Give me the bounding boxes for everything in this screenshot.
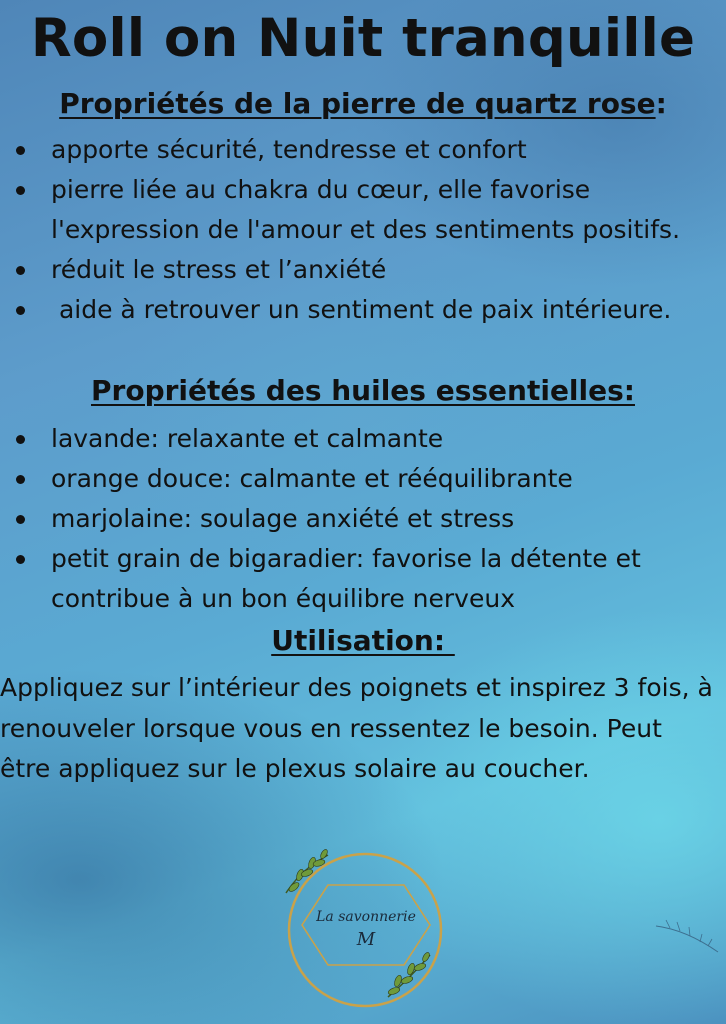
list-item: aide à retrouver un sentiment de paix intérieure. [0,290,726,330]
quartz-properties-list [0,130,726,330]
decorative-sprig-icon [652,912,722,962]
oils-properties-list [0,419,726,619]
list-item: réduit le stress et l’anxiété [0,250,726,290]
list-item: marjolaine: soulage anxiété et stress [0,499,726,539]
brand-logo [280,845,450,1015]
logo-line-1: La savonnerie [316,909,416,925]
usage-heading [0,623,726,659]
oils-heading [0,373,726,409]
page-title: Roll on Nuit tranquille [30,8,696,69]
list-item: lavande: relaxante et calmante [0,419,726,459]
quartz-heading [0,86,726,122]
quartz-heading-text: Propriétés de la pierre de quartz rose [59,87,656,120]
list-item: pierre liée au chakra du cœur, elle favorise l'expression de l'amour et des sentiments positifs. [0,170,726,250]
list-item: apporte sécurité, tendresse et confort [0,130,726,170]
logo-hexagon-icon [302,885,430,965]
usage-text: Appliquez sur l’intérieur des poignets et inspirez 3 fois, à renouveler lorsque vous en ressentez le besoin. Peut être appliquez sur le plexus solaire au coucher. [0,673,713,783]
logo-line-2: M [356,929,376,950]
leaf-sprig-top-icon [286,848,329,893]
quartz-heading-colon: : [655,87,667,120]
list-item: orange douce: calmante et rééquilibrante [0,459,726,499]
oils-heading-text: Propriétés des huiles essentielles: [91,374,635,407]
usage-heading-text: Utilisation: [271,624,455,657]
list-item: petit grain de bigaradier: favorise la détente et contribue à un bon équilibre nerveux [0,539,726,619]
